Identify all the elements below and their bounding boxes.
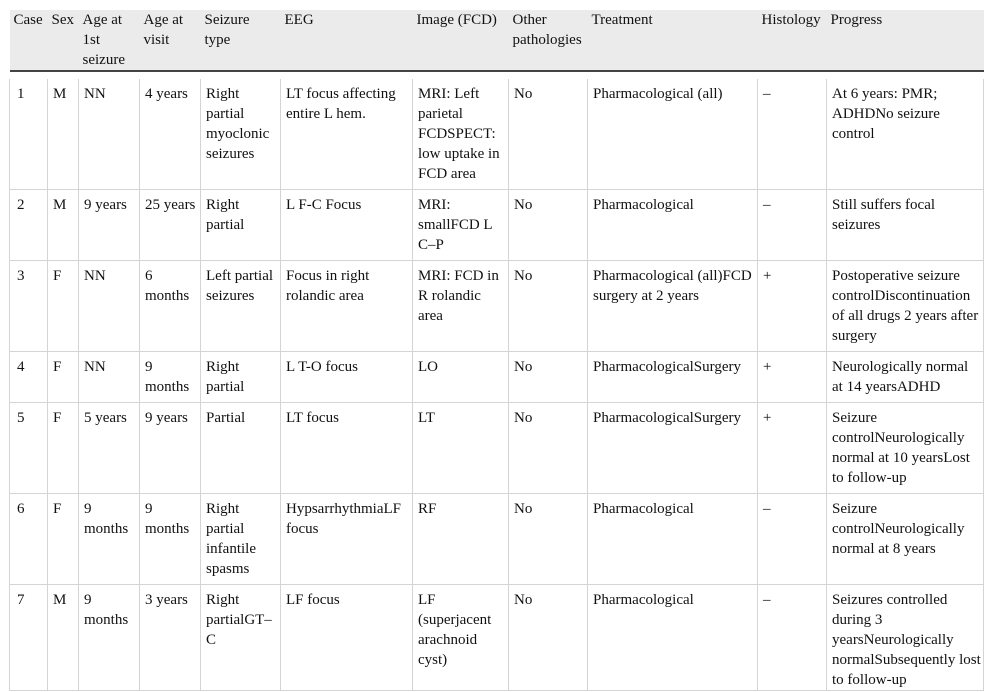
cell-seizure-type: Right partialGT–C (201, 584, 281, 690)
cell-age-at-visit: 9 years (140, 402, 201, 493)
cell-eeg: LF focus (281, 584, 413, 690)
cell-case: 7 (10, 584, 48, 690)
cell-case: 2 (10, 189, 48, 260)
header-row (10, 10, 984, 71)
header-age-at-visit: Age at visit (143, 12, 184, 48)
cell-age-first-seizure: 9 months (79, 584, 140, 690)
cell-other-pathologies: No (509, 79, 588, 189)
header-histology: Histology (761, 12, 821, 28)
table-row (10, 260, 984, 351)
cell-sex: M (48, 584, 79, 690)
cell-progress: Seizures controlled during 3 yearsNeurologically normalSubsequently lost to follow-up (827, 584, 984, 690)
cell-image-fcd: LT (413, 402, 509, 493)
cell-sex: F (48, 402, 79, 493)
table-row (10, 79, 984, 189)
table-row (10, 189, 984, 260)
cell-age-first-seizure: 5 years (79, 402, 140, 493)
cell-case: 3 (10, 260, 48, 351)
header-treatment: Treatment (591, 12, 653, 28)
cell-treatment: PharmacologicalSurgery (588, 351, 758, 402)
table-row (10, 402, 984, 493)
cell-age-at-visit: 3 years (140, 584, 201, 690)
cell-sex: M (48, 189, 79, 260)
cell-image-fcd: LF (superjacent arachnoid cyst) (413, 584, 509, 690)
cell-histology: – (758, 493, 827, 584)
cell-age-first-seizure: NN (79, 79, 140, 189)
cell-case: 6 (10, 493, 48, 584)
cell-other-pathologies: No (509, 402, 588, 493)
cell-eeg: L F-C Focus (281, 189, 413, 260)
cell-histology: – (758, 584, 827, 690)
cell-age-first-seizure: 9 months (79, 493, 140, 584)
header-progress: Progress (830, 12, 883, 28)
cell-histology: + (758, 402, 827, 493)
cell-treatment: Pharmacological (588, 189, 758, 260)
cell-age-first-seizure: 9 years (79, 189, 140, 260)
header-seizure-type: Seizure type (204, 12, 250, 48)
cell-seizure-type: Right partial infantile spasms (201, 493, 281, 584)
cell-eeg: LT focus (281, 402, 413, 493)
cell-sex: F (48, 351, 79, 402)
cell-progress: Neurologically normal at 14 yearsADHD (827, 351, 984, 402)
cell-progress: At 6 years: PMR; ADHDNo seizure control (827, 79, 984, 189)
cell-seizure-type: Right partial (201, 189, 281, 260)
cell-seizure-type: Right partial myoclonic seizures (201, 79, 281, 189)
cell-image-fcd: LO (413, 351, 509, 402)
cell-case: 5 (10, 402, 48, 493)
cell-case: 4 (10, 351, 48, 402)
cell-other-pathologies: No (509, 351, 588, 402)
cell-progress: Seizure controlNeurologically normal at 8 years (827, 493, 984, 584)
header-other-pathologies: Other pathologies (512, 12, 582, 48)
table-body (10, 72, 984, 690)
cell-histology: – (758, 189, 827, 260)
cell-age-at-visit: 6 months (140, 260, 201, 351)
cell-other-pathologies: No (509, 260, 588, 351)
table-row (10, 493, 984, 584)
cell-seizure-type: Right partial (201, 351, 281, 402)
cell-histology: + (758, 351, 827, 402)
cell-image-fcd: MRI: smallFCD L C–P (413, 189, 509, 260)
cell-age-at-visit: 4 years (140, 79, 201, 189)
cell-age-at-visit: 9 months (140, 351, 201, 402)
cell-age-first-seizure: NN (79, 260, 140, 351)
cell-progress: Still suffers focal seizures (827, 189, 984, 260)
cell-eeg: L T-O focus (281, 351, 413, 402)
header-age-first-seizure: Age at 1st seizure (82, 12, 125, 68)
cell-age-at-visit: 25 years (140, 189, 201, 260)
cell-treatment: PharmacologicalSurgery (588, 402, 758, 493)
cell-image-fcd: MRI: Left parietal FCDSPECT: low uptake in FCD area (413, 79, 509, 189)
header-case: Case (13, 12, 43, 28)
cell-sex: F (48, 260, 79, 351)
cell-case: 1 (10, 79, 48, 189)
cell-seizure-type: Partial (201, 402, 281, 493)
cell-eeg: HypsarrhythmiaLF focus (281, 493, 413, 584)
header-eeg: EEG (284, 12, 314, 28)
cell-histology: – (758, 79, 827, 189)
table-row (10, 351, 984, 402)
cell-age-at-visit: 9 months (140, 493, 201, 584)
header-image-fcd: Image (FCD) (416, 12, 497, 28)
cell-eeg: LT focus affecting entire L hem. (281, 79, 413, 189)
cell-image-fcd: MRI: FCD in R rolandic area (413, 260, 509, 351)
cell-treatment: Pharmacological (588, 493, 758, 584)
cell-age-first-seizure: NN (79, 351, 140, 402)
cell-other-pathologies: No (509, 584, 588, 690)
cell-treatment: Pharmacological (588, 584, 758, 690)
cell-sex: F (48, 493, 79, 584)
cell-other-pathologies: No (509, 493, 588, 584)
header-gap (10, 72, 984, 79)
cell-progress: Seizure controlNeurologically normal at 10 yearsLost to follow-up (827, 402, 984, 493)
table-row (10, 584, 984, 690)
cell-other-pathologies: No (509, 189, 588, 260)
header-sex: Sex (51, 12, 74, 28)
cell-histology: + (758, 260, 827, 351)
cell-eeg: Focus in right rolandic area (281, 260, 413, 351)
cell-treatment: Pharmacological (all)FCD surgery at 2 years (588, 260, 758, 351)
case-table (9, 10, 984, 691)
cell-seizure-type: Left partial seizures (201, 260, 281, 351)
cell-image-fcd: RF (413, 493, 509, 584)
cell-treatment: Pharmacological (all) (588, 79, 758, 189)
cell-progress: Postoperative seizure controlDiscontinuation of all drugs 2 years after surgery (827, 260, 984, 351)
cell-sex: M (48, 79, 79, 189)
